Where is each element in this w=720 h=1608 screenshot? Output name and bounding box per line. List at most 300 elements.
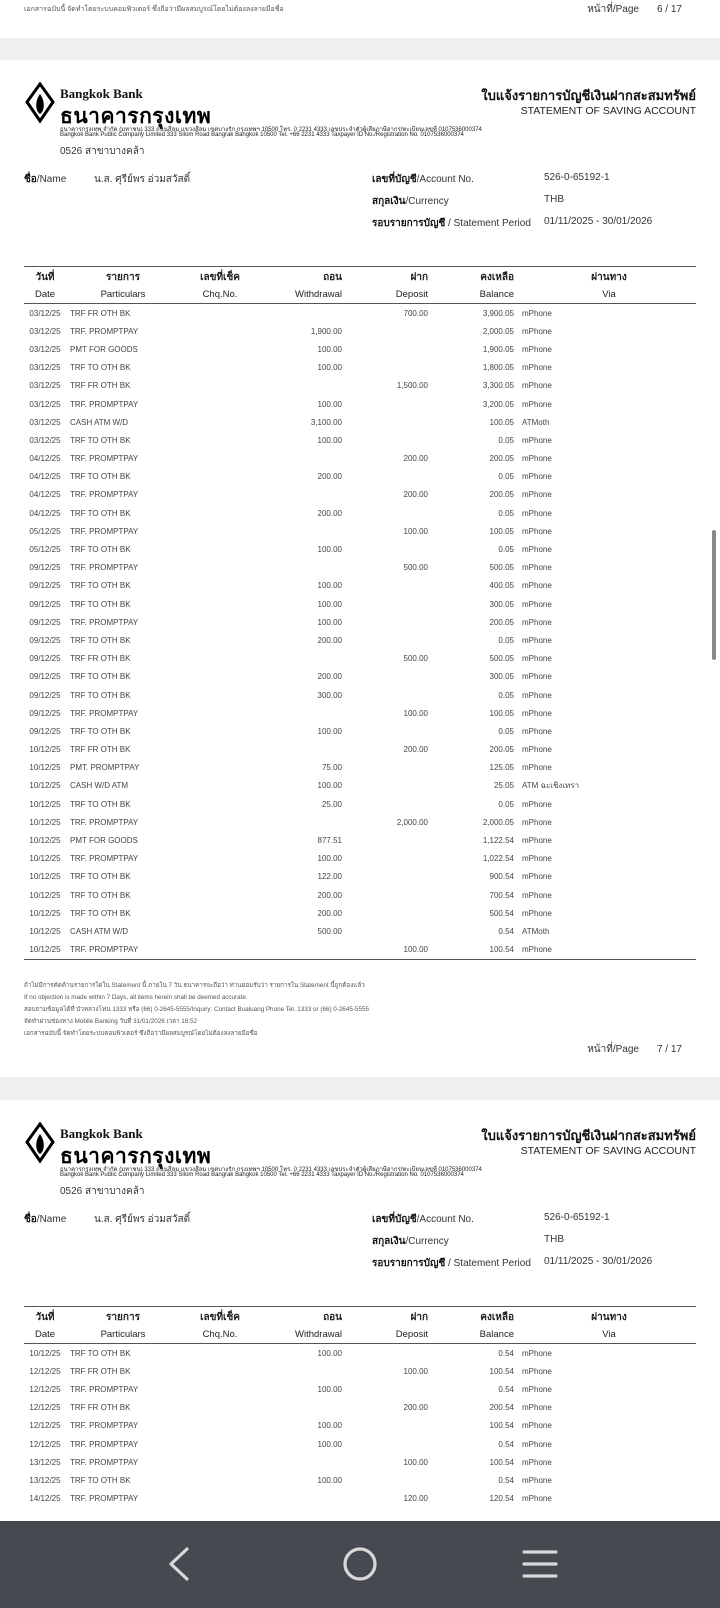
table-row <box>24 431 696 449</box>
cell-date: 10/12/25 <box>29 817 61 827</box>
cell-deposit: 100.00 <box>403 1457 428 1467</box>
table-row <box>24 1490 696 1508</box>
table-row <box>24 741 696 759</box>
cell-withdrawal: 100.00 <box>317 1439 342 1449</box>
cell-date: 04/12/25 <box>29 490 61 500</box>
cell-via: mPhone <box>522 308 552 318</box>
col-chq-th: เลขที่เช็ค <box>180 267 260 286</box>
cell-chq <box>180 741 260 759</box>
cell-deposit <box>342 722 428 740</box>
cell-particulars: TRF TO OTH BK <box>70 690 131 700</box>
cell-deposit <box>342 631 428 649</box>
table-row <box>24 540 696 558</box>
cell-balance: 700.54 <box>489 890 514 900</box>
page-number <box>587 1042 682 1057</box>
table-row <box>24 686 696 704</box>
bank-address-th: ธนาคารกรุงเทพ จำกัด (มหาชน) 333 ถนนสีลม แขวงสีลม เขตบางรัก กรุงเทพฯ 10500 โทร. 0 2231 4333 เลขประจำตัวผู้เสียภาษีอากร/ทะเบียนเลขที่ 0107536000374 <box>60 127 482 133</box>
header-row-en <box>24 285 696 304</box>
cell-balance: 0.05 <box>498 545 514 555</box>
home-button[interactable] <box>330 1539 390 1589</box>
cell-particulars: TRF FR OTH BK <box>70 654 131 664</box>
cell-particulars: TRF FR OTH BK <box>70 1366 131 1376</box>
cell-date: 03/12/25 <box>29 399 61 409</box>
cell-chq <box>180 431 260 449</box>
cell-chq <box>180 486 260 504</box>
cell-via: mPhone <box>522 617 552 627</box>
recents-menu-button[interactable] <box>510 1539 570 1589</box>
cell-via: mPhone <box>522 1457 552 1467</box>
cell-via: mPhone <box>522 763 552 773</box>
cell-via: mPhone <box>522 890 552 900</box>
cell-date: 12/12/25 <box>29 1403 61 1413</box>
cell-balance: 25.05 <box>493 781 514 791</box>
table-row <box>24 340 696 358</box>
currency-value: THB <box>544 194 564 205</box>
bank-address-th: ธนาคารกรุงเทพ จำกัด (มหาชน) 333 ถนนสีลม แขวงสีลม เขตบางรัก กรุงเทพฯ 10500 โทร. 0 2231 4333 เลขประจำตัวผู้เสียภาษีอากร/ทะเบียนเลขที่ 0107536000374 <box>60 1167 482 1173</box>
cell-deposit <box>342 850 428 868</box>
cell-particulars: PMT FOR GOODS <box>70 344 138 354</box>
table-row <box>24 922 696 940</box>
cell-date: 10/12/25 <box>29 836 61 846</box>
cell-chq <box>180 504 260 522</box>
cell-withdrawal: 100.00 <box>317 1348 342 1358</box>
cell-withdrawal: 100.00 <box>317 399 342 409</box>
cell-balance: 900.54 <box>489 872 514 882</box>
header-row-en <box>24 1325 696 1344</box>
table-row <box>24 850 696 868</box>
cell-withdrawal <box>260 522 342 540</box>
name-label: ชื่อ/Name <box>24 174 67 185</box>
cell-particulars: TRF. PROMPTPAY <box>70 1439 139 1449</box>
statement-title-en: STATEMENT OF SAVING ACCOUNT <box>520 105 696 117</box>
currency-label: สกุลเงิน/Currency <box>372 1236 449 1247</box>
bangkok-bank-logo-icon <box>24 1122 56 1164</box>
cell-particulars: CASH W/D ATM <box>70 781 129 791</box>
cell-via: ATM ฉะเชิงเทรา <box>522 781 580 791</box>
table-row <box>24 704 696 722</box>
cell-particulars: TRF. PROMPTPAY <box>70 454 139 464</box>
table-row <box>24 722 696 740</box>
cell-balance: 0.05 <box>498 635 514 645</box>
cell-particulars: TRF TO OTH BK <box>70 890 131 900</box>
cell-chq <box>180 377 260 395</box>
cell-balance: 0.05 <box>498 799 514 809</box>
cell-particulars: TRF TO OTH BK <box>70 508 131 518</box>
col-balance-en: Balance <box>428 285 522 304</box>
cell-via: mPhone <box>522 526 552 536</box>
cell-chq <box>180 922 260 940</box>
cell-particulars: TRF TO OTH BK <box>70 545 131 555</box>
cell-chq <box>180 1417 260 1435</box>
table-row <box>24 1453 696 1471</box>
bank-name-th: ธนาคารกรุงเทพ <box>60 105 212 128</box>
col-particulars-th: รายการ <box>66 267 180 286</box>
cell-withdrawal: 200.00 <box>317 508 342 518</box>
col-withdrawal-th: ถอน <box>260 1307 342 1326</box>
cell-particulars: TRF. PROMPTPAY <box>70 526 139 536</box>
cell-date: 10/12/25 <box>29 745 61 755</box>
cell-date: 12/12/25 <box>29 1384 61 1394</box>
cell-balance: 100.54 <box>489 1421 514 1431</box>
cell-particulars: TRF. PROMPTPAY <box>70 326 139 336</box>
table-row <box>24 795 696 813</box>
cell-balance: 0.05 <box>498 690 514 700</box>
cell-withdrawal: 100.00 <box>317 1384 342 1394</box>
cell-chq <box>180 1344 260 1363</box>
cell-chq <box>180 522 260 540</box>
cell-balance: 200.05 <box>489 454 514 464</box>
cell-deposit <box>342 613 428 631</box>
cell-deposit: 200.00 <box>403 1403 428 1413</box>
col-deposit-en: Deposit <box>342 1325 428 1344</box>
cell-date: 05/12/25 <box>29 545 61 555</box>
cell-date: 03/12/25 <box>29 344 61 354</box>
cell-date: 03/12/25 <box>29 326 61 336</box>
table-row <box>24 650 696 668</box>
cell-chq <box>180 1399 260 1417</box>
cell-particulars: TRF FR OTH BK <box>70 1403 131 1413</box>
cell-date: 03/12/25 <box>29 308 61 318</box>
table-row <box>24 777 696 795</box>
cell-deposit <box>342 868 428 886</box>
cell-balance: 400.05 <box>489 581 514 591</box>
table-row <box>24 577 696 595</box>
cell-particulars: TRF TO OTH BK <box>70 581 131 591</box>
cell-particulars: TRF. PROMPTPAY <box>70 490 139 500</box>
cell-via: mPhone <box>522 941 696 960</box>
cell-withdrawal <box>260 1490 342 1508</box>
page-value: 6 / 17 <box>656 4 682 15</box>
cell-withdrawal: 100.00 <box>317 854 342 864</box>
cell-deposit <box>342 668 428 686</box>
cell-deposit <box>342 1417 428 1435</box>
cell-withdrawal: 200.00 <box>317 672 342 682</box>
cell-particulars: TRF TO OTH BK <box>70 472 131 482</box>
cell-withdrawal: 100.00 <box>317 599 342 609</box>
cell-deposit <box>342 1435 428 1453</box>
cell-chq <box>180 340 260 358</box>
cell-withdrawal: 200.00 <box>317 472 342 482</box>
cell-balance: 200.05 <box>489 617 514 627</box>
statement-page-7 <box>0 60 720 1077</box>
cell-chq <box>180 1471 260 1489</box>
cell-withdrawal <box>260 941 342 960</box>
cell-chq <box>180 631 260 649</box>
scrollbar-thumb[interactable] <box>712 530 716 660</box>
cell-chq <box>180 831 260 849</box>
cell-deposit: 500.00 <box>403 654 428 664</box>
cell-via: mPhone <box>522 708 552 718</box>
cell-date: 04/12/25 <box>29 508 61 518</box>
col-withdrawal-en: Withdrawal <box>260 285 342 304</box>
page-number <box>587 2 682 17</box>
table-row <box>24 759 696 777</box>
cell-chq <box>180 304 260 323</box>
cell-deposit <box>342 431 428 449</box>
col-withdrawal-en: Withdrawal <box>260 1325 342 1344</box>
cell-chq <box>180 777 260 795</box>
col-particulars-en: Particulars <box>66 285 180 304</box>
cell-withdrawal <box>260 741 342 759</box>
cell-via: mPhone <box>522 563 552 573</box>
table-row <box>24 595 696 613</box>
col-chq-th: เลขที่เช็ค <box>180 1307 260 1326</box>
cell-balance: 3,900.05 <box>482 308 514 318</box>
cell-balance: 1,800.05 <box>482 363 514 373</box>
cell-via: mPhone <box>522 381 552 391</box>
currency-label: สกุลเงิน/Currency <box>372 196 449 207</box>
cell-via: mPhone <box>522 908 552 918</box>
col-chq-en: Chq.No. <box>180 1325 260 1344</box>
col-date-th: วันที่ <box>24 1307 66 1326</box>
cell-chq <box>180 886 260 904</box>
cell-withdrawal: 500.00 <box>317 926 342 936</box>
cell-balance: 100.54 <box>489 1457 514 1467</box>
col-date-en: Date <box>24 1325 66 1344</box>
cell-via: mPhone <box>522 490 552 500</box>
cell-withdrawal: 100.00 <box>317 617 342 627</box>
note-computer: เอกสารฉบับนี้ จัดทำโดยระบบคอมพิวเตอร์ ซึ่งถือว่ามีผลสมบูรณ์โดยไม่ต้องลงลายมือชื่อ <box>24 1030 258 1037</box>
name-value: น.ส. ศุรีย์พร อ่วมสวัสดิ์ <box>94 174 191 185</box>
cell-chq <box>180 1435 260 1453</box>
cell-balance: 200.05 <box>489 745 514 755</box>
back-icon <box>165 1546 195 1582</box>
cell-balance: 500.54 <box>489 908 514 918</box>
cell-deposit <box>342 595 428 613</box>
table-row <box>24 1435 696 1453</box>
cell-particulars: PMT FOR GOODS <box>70 836 138 846</box>
cell-withdrawal: 200.00 <box>317 908 342 918</box>
cell-date: 13/12/25 <box>29 1475 61 1485</box>
cell-deposit <box>342 777 428 795</box>
cell-withdrawal: 100.00 <box>317 1475 342 1485</box>
cell-particulars: TRF TO OTH BK <box>70 799 131 809</box>
cell-particulars: TRF. PROMPTPAY <box>70 563 139 573</box>
page-label: หน้าที่/Page <box>587 1044 639 1055</box>
col-via-en: Via <box>522 1325 696 1344</box>
cell-particulars: TRF. PROMPTPAY <box>70 1457 139 1467</box>
name-label: ชื่อ/Name <box>24 1214 67 1225</box>
cell-via: mPhone <box>522 454 552 464</box>
cell-particulars: TRF TO OTH BK <box>70 435 131 445</box>
cell-date: 10/12/25 <box>29 908 61 918</box>
cell-via: mPhone <box>522 635 552 645</box>
cell-deposit: 2,000.00 <box>396 817 428 827</box>
cell-chq <box>180 468 260 486</box>
cell-date: 09/12/25 <box>29 672 61 682</box>
cell-deposit <box>342 540 428 558</box>
table-row <box>24 868 696 886</box>
cell-date: 09/12/25 <box>29 563 61 573</box>
period-value: 01/11/2025 - 30/01/2026 <box>544 1256 653 1267</box>
cell-particulars: TRF TO OTH BK <box>70 1348 131 1358</box>
cell-date: 10/12/25 <box>29 781 61 791</box>
cell-date: 10/12/25 <box>29 854 61 864</box>
cell-deposit: 100.00 <box>403 708 428 718</box>
cell-particulars: CASH ATM W/D <box>70 417 129 427</box>
note-generated: จัดทำผ่านช่องทาง Mobile Banking วันที่ 31/01/2026 เวลา 18:52 <box>24 1018 198 1025</box>
cell-chq <box>180 1453 260 1471</box>
cell-via: ATMoth <box>522 926 550 936</box>
cell-particulars: TRF TO OTH BK <box>70 1475 131 1485</box>
cell-via: mPhone <box>522 836 552 846</box>
system-navigation-bar <box>0 1521 720 1608</box>
cell-deposit <box>342 686 428 704</box>
cell-via: mPhone <box>522 472 552 482</box>
cell-via: ATMoth <box>522 417 550 427</box>
cell-chq <box>180 868 260 886</box>
cell-date: 09/12/25 <box>29 617 61 627</box>
table-row <box>24 1380 696 1398</box>
table-row <box>24 377 696 395</box>
cell-via: mPhone <box>522 1384 552 1394</box>
table-row <box>24 468 696 486</box>
cell-date: 10/12/25 <box>29 926 61 936</box>
cell-balance: 200.54 <box>489 1403 514 1413</box>
cell-withdrawal <box>260 1362 342 1380</box>
cell-withdrawal <box>260 813 342 831</box>
cell-balance: 125.05 <box>489 763 514 773</box>
cell-deposit <box>342 1380 428 1398</box>
cell-balance: 0.54 <box>498 1384 514 1394</box>
cell-withdrawal <box>260 1453 342 1471</box>
cell-particulars: CASH ATM W/D <box>70 926 129 936</box>
table-row <box>24 813 696 831</box>
cell-particulars: TRF FR OTH BK <box>70 308 131 318</box>
table-row <box>24 395 696 413</box>
col-balance-th: คงเหลือ <box>428 267 522 286</box>
cell-date: 09/12/25 <box>29 635 61 645</box>
account-label: เลขที่บัญชี/Account No. <box>372 174 474 185</box>
cell-balance: 100.54 <box>428 941 522 960</box>
branch: 0526 สาขาบางคล้า <box>60 1186 145 1197</box>
cell-balance: 200.05 <box>489 490 514 500</box>
cell-via: mPhone <box>522 799 552 809</box>
cell-deposit <box>342 395 428 413</box>
statement-page-6-tail <box>0 0 720 38</box>
cell-chq <box>180 1490 260 1508</box>
cell-date: 04/12/25 <box>29 454 61 464</box>
cell-balance: 100.54 <box>489 1366 514 1376</box>
account-value: 526-0-65192-1 <box>544 1212 610 1223</box>
cell-particulars: TRF TO OTH BK <box>70 726 131 736</box>
cell-date: 03/12/25 <box>29 363 61 373</box>
cell-particulars: TRF. PROMPTPAY <box>70 1421 139 1431</box>
cell-via: mPhone <box>522 1421 552 1431</box>
cell-withdrawal: 122.00 <box>317 872 342 882</box>
cell-withdrawal: 100.00 <box>317 435 342 445</box>
cell-date: 10/12/25 <box>29 1348 61 1358</box>
cell-deposit: 200.00 <box>403 454 428 464</box>
cell-via: mPhone <box>522 1475 552 1485</box>
cell-balance: 0.05 <box>498 726 514 736</box>
cell-via: mPhone <box>522 1403 552 1413</box>
cell-balance: 3,300.05 <box>482 381 514 391</box>
cell-withdrawal <box>260 486 342 504</box>
header-row-th <box>24 1307 696 1326</box>
cell-chq <box>180 359 260 377</box>
cell-chq <box>180 668 260 686</box>
cell-withdrawal: 1,900.00 <box>310 326 342 336</box>
cell-chq <box>180 395 260 413</box>
cell-deposit <box>342 468 428 486</box>
cell-deposit <box>342 886 428 904</box>
cell-via: mPhone <box>522 854 552 864</box>
cell-withdrawal: 100.00 <box>317 344 342 354</box>
table-row <box>24 904 696 922</box>
cell-chq <box>180 613 260 631</box>
cell-deposit <box>342 795 428 813</box>
table-row <box>24 1344 696 1363</box>
back-button[interactable] <box>150 1539 210 1589</box>
statement-title-th: ใบแจ้งรายการบัญชีเงินฝากสะสมทรัพย์ <box>481 1128 696 1143</box>
currency-value: THB <box>544 1234 564 1245</box>
cell-balance: 300.05 <box>489 599 514 609</box>
cell-chq <box>180 686 260 704</box>
table-row <box>24 450 696 468</box>
table-row <box>24 322 696 340</box>
transactions-table <box>24 1306 696 1508</box>
cell-withdrawal: 100.00 <box>317 363 342 373</box>
cell-particulars: TRF TO OTH BK <box>70 363 131 373</box>
menu-icon <box>520 1546 560 1582</box>
cell-particulars: TRF. PROMPTPAY <box>70 708 139 718</box>
cell-withdrawal <box>260 450 342 468</box>
cell-chq <box>180 540 260 558</box>
cell-balance: 1,022.54 <box>482 854 514 864</box>
cell-particulars: TRF. PROMPTPAY <box>70 817 139 827</box>
cell-date: 03/12/25 <box>29 417 61 427</box>
table-row <box>24 559 696 577</box>
cell-particulars: PMT. PROMPTPAY <box>70 763 140 773</box>
col-date-th: วันที่ <box>24 267 66 286</box>
col-particulars-en: Particulars <box>66 1325 180 1344</box>
table-row <box>24 613 696 631</box>
table-row <box>24 1362 696 1380</box>
cell-withdrawal <box>260 559 342 577</box>
computer-generated-note: เอกสารฉบับนี้ จัดทำโดยระบบคอมพิวเตอร์ ซึ่งถือว่ามีผลสมบูรณ์โดยไม่ต้องลงลายมือชื่อ <box>24 6 284 13</box>
cell-withdrawal: 877.51 <box>317 836 342 846</box>
cell-deposit <box>342 904 428 922</box>
cell-deposit: 120.00 <box>403 1494 428 1504</box>
cell-date: 12/12/25 <box>29 1366 61 1376</box>
cell-particulars: TRF. PROMPTPAY <box>66 941 180 960</box>
cell-withdrawal <box>260 650 342 668</box>
cell-withdrawal: 300.00 <box>317 690 342 700</box>
cell-deposit: 200.00 <box>403 745 428 755</box>
cell-chq <box>180 704 260 722</box>
cell-via: mPhone <box>522 508 552 518</box>
cell-balance: 100.05 <box>489 417 514 427</box>
cell-date: 14/12/25 <box>29 1494 61 1504</box>
cell-particulars: TRF TO OTH BK <box>70 635 131 645</box>
col-balance-en: Balance <box>428 1325 522 1344</box>
cell-withdrawal: 75.00 <box>321 763 342 773</box>
cell-via: mPhone <box>522 1366 552 1376</box>
cell-particulars: TRF. PROMPTPAY <box>70 1384 139 1394</box>
cell-withdrawal: 200.00 <box>317 890 342 900</box>
cell-withdrawal: 100.00 <box>317 781 342 791</box>
cell-date: 10/12/25 <box>29 872 61 882</box>
cell-chq <box>180 1380 260 1398</box>
table-row <box>24 886 696 904</box>
cell-via: mPhone <box>522 545 552 555</box>
cell-chq <box>180 813 260 831</box>
col-deposit-en: Deposit <box>342 285 428 304</box>
cell-chq <box>180 595 260 613</box>
cell-date: 09/12/25 <box>29 599 61 609</box>
table-row <box>24 941 696 960</box>
